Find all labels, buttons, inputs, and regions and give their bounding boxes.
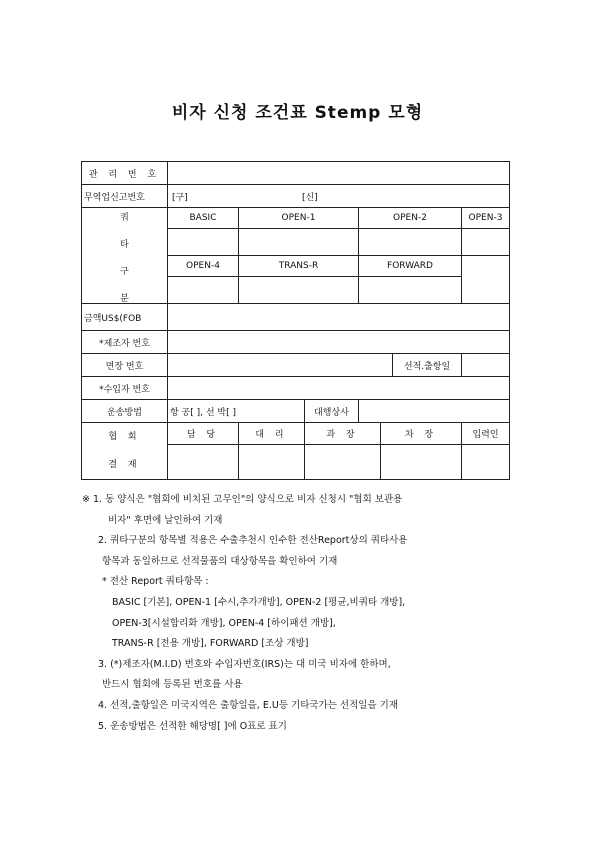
note-line: TRANS-R [전용 개방], FORWARD [조상 개방] bbox=[112, 638, 309, 650]
note-line: 4. 선적,출항일은 미국지역은 출항일을, E.U등 기타국가는 선적일을 기재 bbox=[98, 699, 398, 711]
maker-no-label: *제조자 번호 bbox=[82, 331, 168, 354]
approval-inputter-label: 입력인 bbox=[462, 423, 510, 445]
quota-open1-label: OPEN-1 bbox=[239, 208, 359, 229]
note-line: 반드시 협회에 등록된 번호를 사용 bbox=[102, 679, 243, 691]
transport-field[interactable]: 항 공[ ], 선 박[ ] bbox=[168, 400, 305, 423]
approval-director-label: 차 장 bbox=[381, 423, 462, 445]
quota-basic-label: BASIC bbox=[168, 208, 239, 229]
approval-deputy-label: 대 리 bbox=[239, 423, 305, 445]
quota-open4-field[interactable] bbox=[168, 277, 239, 304]
row-invoice bbox=[82, 354, 510, 377]
note-line: ※ 1. 동 양식은 "협회에 비치된 고무인"의 양식으로 비자 신청시 "협회 보관용 bbox=[82, 494, 403, 505]
approval-director-sign[interactable] bbox=[381, 444, 462, 479]
quota-open2-label: OPEN-2 bbox=[359, 208, 462, 229]
note-line: 항목과 동일하므로 선적물품의 대상항목을 확인하여 기재 bbox=[102, 555, 338, 567]
row-amount bbox=[82, 304, 510, 331]
quota-trans-r-label: TRANS-R bbox=[239, 256, 359, 277]
row-transport bbox=[82, 400, 510, 423]
assoc-approval-label: 협 회 결 재 bbox=[82, 423, 168, 480]
notes-section bbox=[82, 490, 512, 737]
approval-staff-label: 담 당 bbox=[168, 423, 239, 445]
row-maker bbox=[82, 331, 510, 354]
mgmt-no-field[interactable] bbox=[168, 162, 510, 185]
maker-no-field[interactable] bbox=[168, 331, 510, 354]
trade-new-label: [신] bbox=[302, 192, 318, 203]
trade-no-field[interactable] bbox=[168, 185, 510, 208]
note-line: 비자" 후면에 날인하여 기재 bbox=[108, 514, 223, 526]
quota-open1-field[interactable] bbox=[239, 229, 359, 256]
row-quota-header-1 bbox=[82, 208, 510, 229]
row-approval-header bbox=[82, 423, 510, 445]
quota-open2-field[interactable] bbox=[359, 229, 462, 256]
quota-open4-label: OPEN-4 bbox=[168, 256, 239, 277]
row-trade-no bbox=[82, 185, 510, 208]
note-line: 2. 쿼타구분의 항목별 적용은 수출추천시 인수한 전산Report상의 쿼타사용 bbox=[98, 535, 408, 547]
trade-no-label: 무역업신고번호 bbox=[82, 185, 168, 208]
row-importer bbox=[82, 377, 510, 400]
approval-inputter-sign[interactable] bbox=[462, 444, 510, 479]
approval-deputy-sign[interactable] bbox=[239, 444, 305, 479]
importer-no-field[interactable] bbox=[168, 377, 510, 400]
page-title: 비자 신청 조건표 Stemp 모형 bbox=[171, 103, 424, 123]
quota-empty-cell bbox=[462, 256, 510, 304]
amount-field[interactable] bbox=[168, 304, 510, 331]
mgmt-no-label: 관 리 번 호 bbox=[82, 162, 168, 185]
approval-manager-sign[interactable] bbox=[305, 444, 381, 479]
transport-label: 운송방법 bbox=[82, 400, 168, 423]
agent-field[interactable] bbox=[359, 400, 510, 423]
quota-open3-field[interactable] bbox=[462, 229, 510, 256]
quota-open3-label: OPEN-3 bbox=[462, 208, 510, 229]
ship-date-label: 선적.출항일 bbox=[393, 354, 462, 377]
approval-staff-sign[interactable] bbox=[168, 444, 239, 479]
note-line: 5. 운송방법은 선적한 해당명[ ]에 O표로 표기 bbox=[98, 720, 287, 732]
note-line: 3. (*)제조자(M.I.D) 번호와 수입자번호(IRS)는 대 미국 비자에 한하며, bbox=[98, 658, 391, 670]
visa-application-form bbox=[81, 161, 510, 480]
agent-label: 대행상사 bbox=[305, 400, 359, 423]
amount-label: 금액US$(FOB bbox=[82, 304, 168, 331]
note-line: BASIC [기본], OPEN-1 [수시,추가개방], OPEN-2 [평균,비쿼타 개방], bbox=[112, 596, 406, 608]
quota-category-label: 쿼 타 구 분 bbox=[82, 208, 168, 304]
approval-manager-label: 과 장 bbox=[305, 423, 381, 445]
quota-forward-label: FORWARD bbox=[359, 256, 462, 277]
note-line: OPEN-3[시설합리화 개방], OPEN-4 [하이패션 개방], bbox=[112, 617, 336, 629]
trade-old-label: [구] bbox=[172, 192, 188, 203]
importer-no-label: *수입자 번호 bbox=[82, 377, 168, 400]
invoice-no-label: 면장 번호 bbox=[82, 354, 168, 377]
invoice-no-field[interactable] bbox=[168, 354, 393, 377]
quota-trans-r-field[interactable] bbox=[239, 277, 359, 304]
quota-basic-field[interactable] bbox=[168, 229, 239, 256]
ship-date-field[interactable] bbox=[462, 354, 510, 377]
quota-forward-field[interactable] bbox=[359, 277, 462, 304]
note-line: * 전산 Report 쿼타항목 : bbox=[102, 576, 209, 588]
row-mgmt-no bbox=[82, 162, 510, 185]
